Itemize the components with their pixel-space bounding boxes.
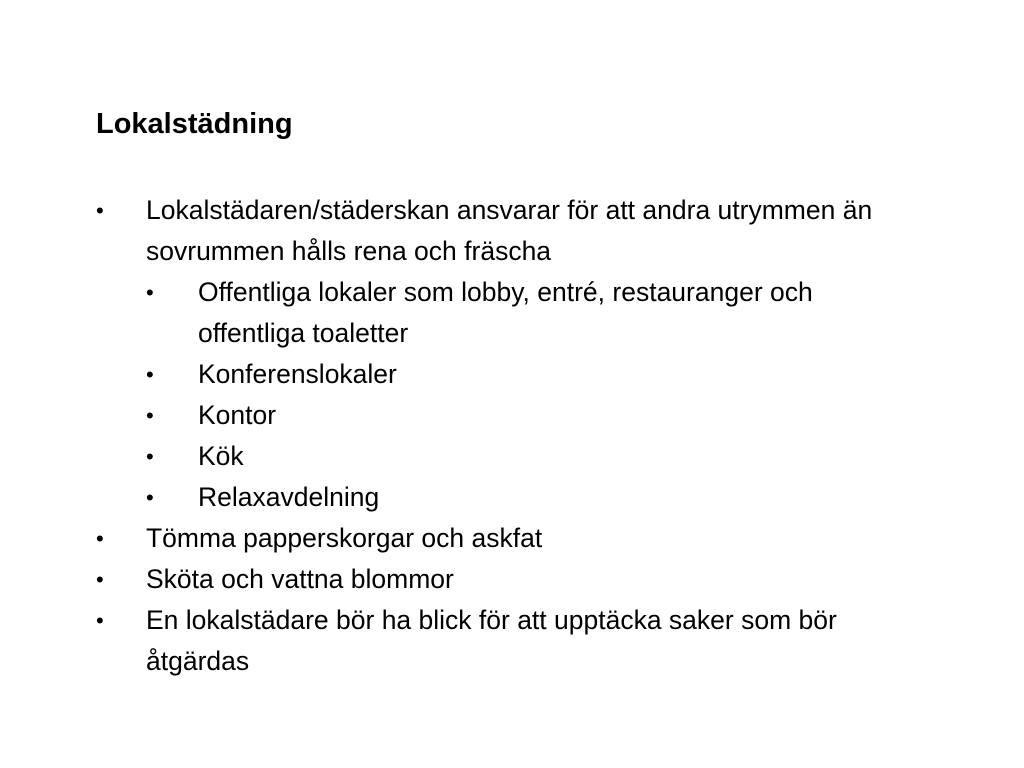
slide-content — [96, 190, 926, 682]
list-item-text: Tömma papperskorgar och askfat — [146, 523, 543, 553]
sub-list-item-text: Offentliga lokaler som lobby, entré, restauranger och offentliga toaletter — [198, 277, 813, 348]
sub-list-item — [146, 477, 926, 518]
sub-list-item-text: Konferenslokaler — [198, 359, 397, 389]
list-item-text: En lokalstädare bör ha blick för att upptäcka saker som bör åtgärdas — [146, 605, 837, 676]
list-item — [96, 190, 926, 518]
sub-list-item — [146, 395, 926, 436]
list-item — [96, 559, 926, 600]
bullet-icon: • — [146, 403, 154, 428]
bullet-icon: • — [96, 526, 104, 551]
bullet-icon: • — [146, 280, 154, 305]
sub-list-item — [146, 436, 926, 477]
bullet-icon: • — [96, 198, 104, 223]
list-item-text: Sköta och vattna blommor — [146, 564, 454, 594]
sub-list-item — [146, 354, 926, 395]
sub-list-item — [146, 272, 926, 354]
list-item-text: Lokalstädaren/städerskan ansvarar för att andra utrymmen än sovrummen hålls rena och fräscha — [146, 195, 873, 266]
bullet-list — [96, 190, 926, 682]
bullet-icon: • — [146, 444, 154, 469]
bullet-icon: • — [96, 608, 104, 633]
slide-title: Lokalstädning — [96, 108, 293, 140]
list-item — [96, 600, 926, 682]
sub-bullet-list — [146, 272, 926, 518]
sub-list-item-text: Kontor — [198, 400, 277, 430]
bullet-icon: • — [96, 567, 104, 592]
sub-list-item-text: Relaxavdelning — [198, 482, 380, 512]
bullet-icon: • — [146, 485, 154, 510]
bullet-icon: • — [146, 362, 154, 387]
sub-list-item-text: Kök — [198, 441, 244, 471]
list-item — [96, 518, 926, 559]
